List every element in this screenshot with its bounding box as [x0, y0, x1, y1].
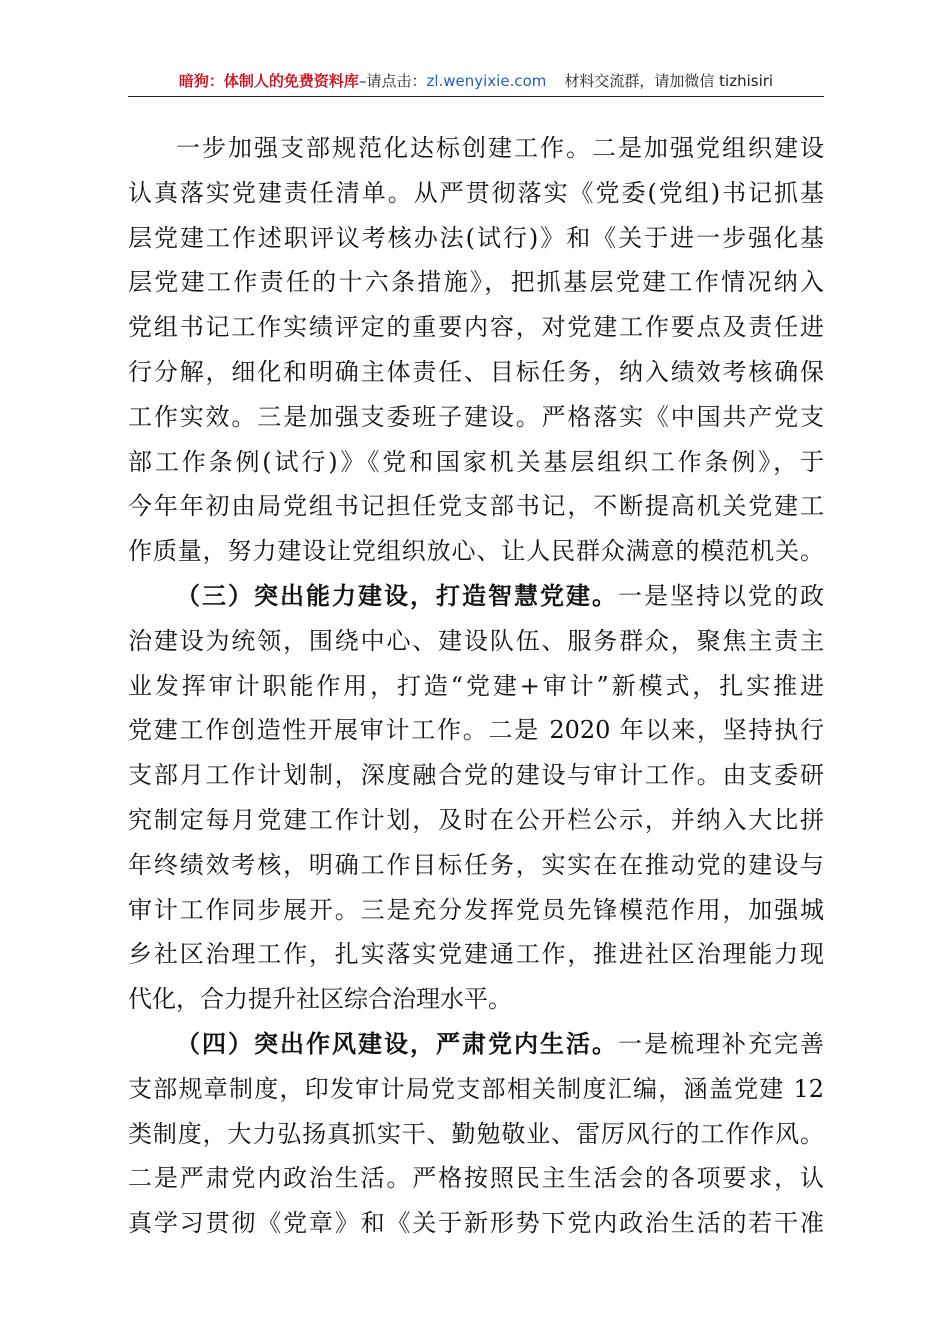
text-line [128, 664, 824, 709]
header-prompt: –请点击： [358, 72, 427, 90]
text-line [128, 1112, 824, 1157]
line-text: 认真落实党建责任清单。从严贯彻落实《党委(党组)书记抓基 [128, 178, 824, 207]
line-text: 二是严肃党内政治生活。严格按照民主生活会的各项要求，认 [128, 1164, 824, 1193]
text-line [128, 1156, 824, 1201]
line-text: 一是坚持以党的政 [618, 581, 824, 610]
header-wechat: 材料交流群，请加微信 tizhisiri [564, 72, 774, 90]
line-text: 层党建工作述职评议考核办法(试行)》和《关于进一步强化基 [128, 223, 824, 252]
text-line [128, 619, 824, 664]
line-text: 工作实效。三是加强支委班子建设。严格落实《中国共产党支 [128, 402, 824, 431]
document-body [128, 126, 824, 1246]
line-text: 层党建工作责任的十六条措施》，把抓基层党建工作情况纳入 [128, 268, 824, 297]
text-line [128, 395, 824, 440]
text-line [128, 708, 824, 753]
text-line [128, 305, 824, 350]
line-text: 一步加强支部规范化达标创建工作。二是加强党组织建设 [176, 134, 824, 162]
line-text: 党组书记工作实绩评定的重要内容，对党建工作要点及责任进 [128, 313, 824, 342]
line-text: 支部月工作计划制，深度融合党的建设与审计工作。由支委研 [128, 761, 824, 790]
text-line [128, 260, 824, 305]
text-line [128, 440, 824, 485]
line-text: 业发挥审计职能作用，打造“党建+审计”新模式，扎实推进 [128, 671, 824, 700]
line-text: 审计工作同步展开。三是充分发挥党员先锋模范作用，加强城 [128, 895, 824, 924]
line-text: 今年年初由局党组书记担任党支部书记，不断提高机关党建工 [128, 492, 824, 521]
line-text: 行分解，细化和明确主体责任、目标任务，纳入绩效考核确保 [128, 357, 824, 386]
text-line [128, 574, 824, 619]
header-brand: 暗狗：体制人的免费资料库 [178, 72, 359, 90]
text-line [128, 843, 824, 888]
line-text: 代化，合力提升社区综合治理水平。 [128, 985, 512, 1014]
text-line [128, 888, 824, 933]
line-text: 真学习贯彻《党章》和《关于新形势下党内政治生活的若干准 [128, 1209, 824, 1238]
text-line [128, 1201, 824, 1246]
line-text: 类制度，大力弘扬真抓实干、勤勉敬业、雷厉风行的工作作风。 [128, 1119, 824, 1148]
section-heading: （四）突出作风建设，严肃党内生活。 [176, 1028, 618, 1058]
line-text: 究制定每月党建工作计划，及时在公开栏公示，并纳入大比拼 [128, 805, 824, 834]
text-line [128, 126, 824, 171]
line-text: 部工作条例(试行)》《党和国家机关基层组织工作条例》，于 [128, 447, 824, 476]
line-text: 年终绩效考核，明确工作目标任务，实实在在推动党的建设与 [128, 850, 824, 879]
line-text: 一是梳理补充完善 [618, 1029, 824, 1058]
text-line [128, 753, 824, 798]
text-line [128, 216, 824, 261]
text-line [128, 1022, 824, 1067]
line-text: 作质量，努力建设让党组织放心、让人民群众满意的模范机关。 [128, 537, 824, 566]
text-line [128, 932, 824, 977]
section-heading: （三）突出能力建设，打造智慧党建。 [176, 580, 618, 610]
text-line [128, 350, 824, 395]
text-line [128, 171, 824, 216]
text-line [128, 484, 824, 529]
line-text: 治建设为统领，围绕中心、建设队伍、服务群众，聚焦主责主 [128, 626, 824, 655]
text-line [128, 977, 824, 1022]
text-line [128, 529, 824, 574]
line-text: 支部规章制度，印发审计局党支部相关制度汇编，涵盖党建 12 [128, 1074, 824, 1103]
text-line [128, 798, 824, 843]
line-text: 党建工作创造性开展审计工作。二是 2020 年以来，坚持执行 [128, 716, 824, 745]
line-text: 乡社区治理工作，扎实落实党建通工作，推进社区治理能力现 [128, 940, 824, 969]
text-line [128, 1067, 824, 1112]
header-link[interactable]: zl.wenyixie.com [426, 72, 547, 90]
page-header [128, 66, 824, 97]
